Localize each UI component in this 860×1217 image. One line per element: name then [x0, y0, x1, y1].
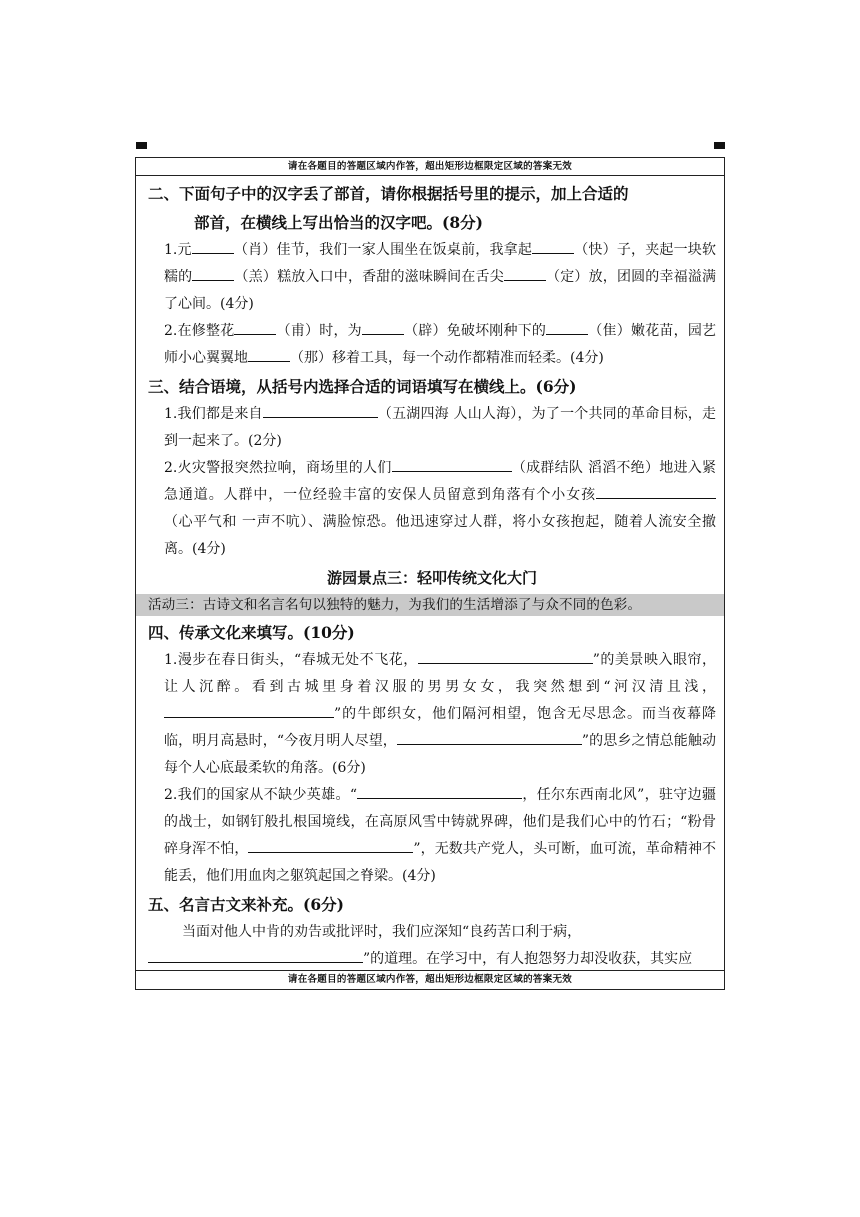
answer-area-frame: [135, 157, 725, 990]
answer-blank[interactable]: [248, 838, 413, 853]
question-4-1: 1.漫步在春日街头，“春城无处不飞花， ”的美景映入眼帘，让人沉醉。看到古城里身着汉服的男男女女，我突然想到“河汉清且浅，”的牛郎织女，他们隔河相望，饱含无尽思念。而当夜幕降临，明月高悬时，“今夜月明人尽望， ”的思乡之情总能触动每个人心底最柔软的角落。(6分): [148, 647, 716, 782]
section-3-title: 三、结合语境，从括号内选择合适的词语填写在横线上。(6分): [148, 377, 577, 396]
answer-blank[interactable]: [392, 457, 512, 472]
section-5-title: 五、名言古文来补充。(6分): [148, 895, 344, 914]
section-4-title: 四、传承文化来填写。(10分): [148, 623, 355, 642]
answer-blank[interactable]: [248, 347, 290, 362]
answer-area-notice-bottom: 请在各题目的答题区域内作答，超出矩形边框限定区域的答案无效: [136, 970, 724, 989]
exam-content: [136, 176, 724, 973]
section-2-title: 二、下面句子中的汉字丢了部首，请你根据括号里的提示，加上合适的: [148, 184, 629, 203]
question-3-2: 2.火灾警报突然拉响，商场里的人们 （成群结队 滔滔不绝）地进入紧急通道。人群中，一位经验丰富的安保人员留意到角落有个小女孩（心平气和 一声不吭）、满脸惊恐。他迅速穿过人群，将小女孩抱起，随着人流安全撤离。(4分): [148, 455, 716, 563]
answer-blank[interactable]: [504, 266, 546, 281]
answer-blank[interactable]: [192, 266, 234, 281]
question-2-1: 1.元 （肖）佳节，我们一家人围坐在饭桌前，我拿起 （快）子，夹起一块软糯的 （羔）糕放入口中，香甜的滋味瞬间在舌尖 （定）放，团圆的幸福溢满了心间。(4分): [148, 237, 716, 318]
answer-blank[interactable]: [192, 239, 234, 254]
answer-blank[interactable]: [596, 484, 716, 499]
activity-banner: 活动三：古诗文和名言名句以独特的魅力，为我们的生活增添了与众不同的色彩。: [136, 594, 724, 616]
answer-blank[interactable]: [532, 239, 574, 254]
answer-blank[interactable]: [234, 320, 276, 335]
park-title: 游园景点三：轻叩传统文化大门: [326, 569, 537, 587]
answer-blank[interactable]: [148, 948, 363, 963]
answer-blank[interactable]: [164, 703, 334, 718]
question-3-1: 1.我们都是来自 （五湖四海 人山人海），为了一个共同的革命目标，走到一起来了。(2分): [148, 401, 716, 455]
question-4-2: 2.我们的国家从不缺少英雄。“ ，任尔东西南北风”，驻守边疆的战士，如钢钉般扎根国境线，在高原风雪中铸就界碑，他们是我们心中的竹石；“粉骨碎身浑不怕， ”，无数共产党人，头可断，血可流，革命精神不能丢，他们用血肉之躯筑起国之脊梁。(4分): [148, 782, 716, 890]
question-number: 1.: [164, 242, 178, 258]
registration-mark-left: [136, 142, 147, 149]
question-number: 2.: [164, 323, 178, 339]
question-number: 2.: [164, 460, 178, 476]
question-number: 1.: [164, 652, 178, 668]
registration-mark-right: [714, 142, 725, 149]
answer-blank[interactable]: [397, 730, 582, 745]
answer-blank[interactable]: [418, 649, 593, 664]
answer-blank[interactable]: [362, 320, 404, 335]
answer-blank[interactable]: [263, 403, 378, 418]
answer-blank[interactable]: [546, 320, 588, 335]
answer-blank[interactable]: [357, 784, 522, 799]
section-5-paragraph: 当面对他人中肯的劝告或批评时，我们应深知“良药苦口利于病，”的道理。在学习中，有人抱怨努力却没收获，其实应: [148, 919, 716, 973]
section-2-title-cont: 部首，在横线上写出恰当的汉字吧。(8分): [194, 213, 483, 232]
question-number: 2.: [164, 787, 178, 803]
question-2-2: 2.在修整花 （甫）时，为 （辟）免破坏刚种下的 （隹）嫩花苗，园艺师小心翼翼地 （那）移着工具，每一个动作都精准而轻柔。(4分): [148, 318, 716, 372]
question-number: 1.: [164, 406, 178, 422]
answer-area-notice-top: 请在各题目的答题区域内作答，超出矩形边框限定区域的答案无效: [136, 158, 724, 176]
